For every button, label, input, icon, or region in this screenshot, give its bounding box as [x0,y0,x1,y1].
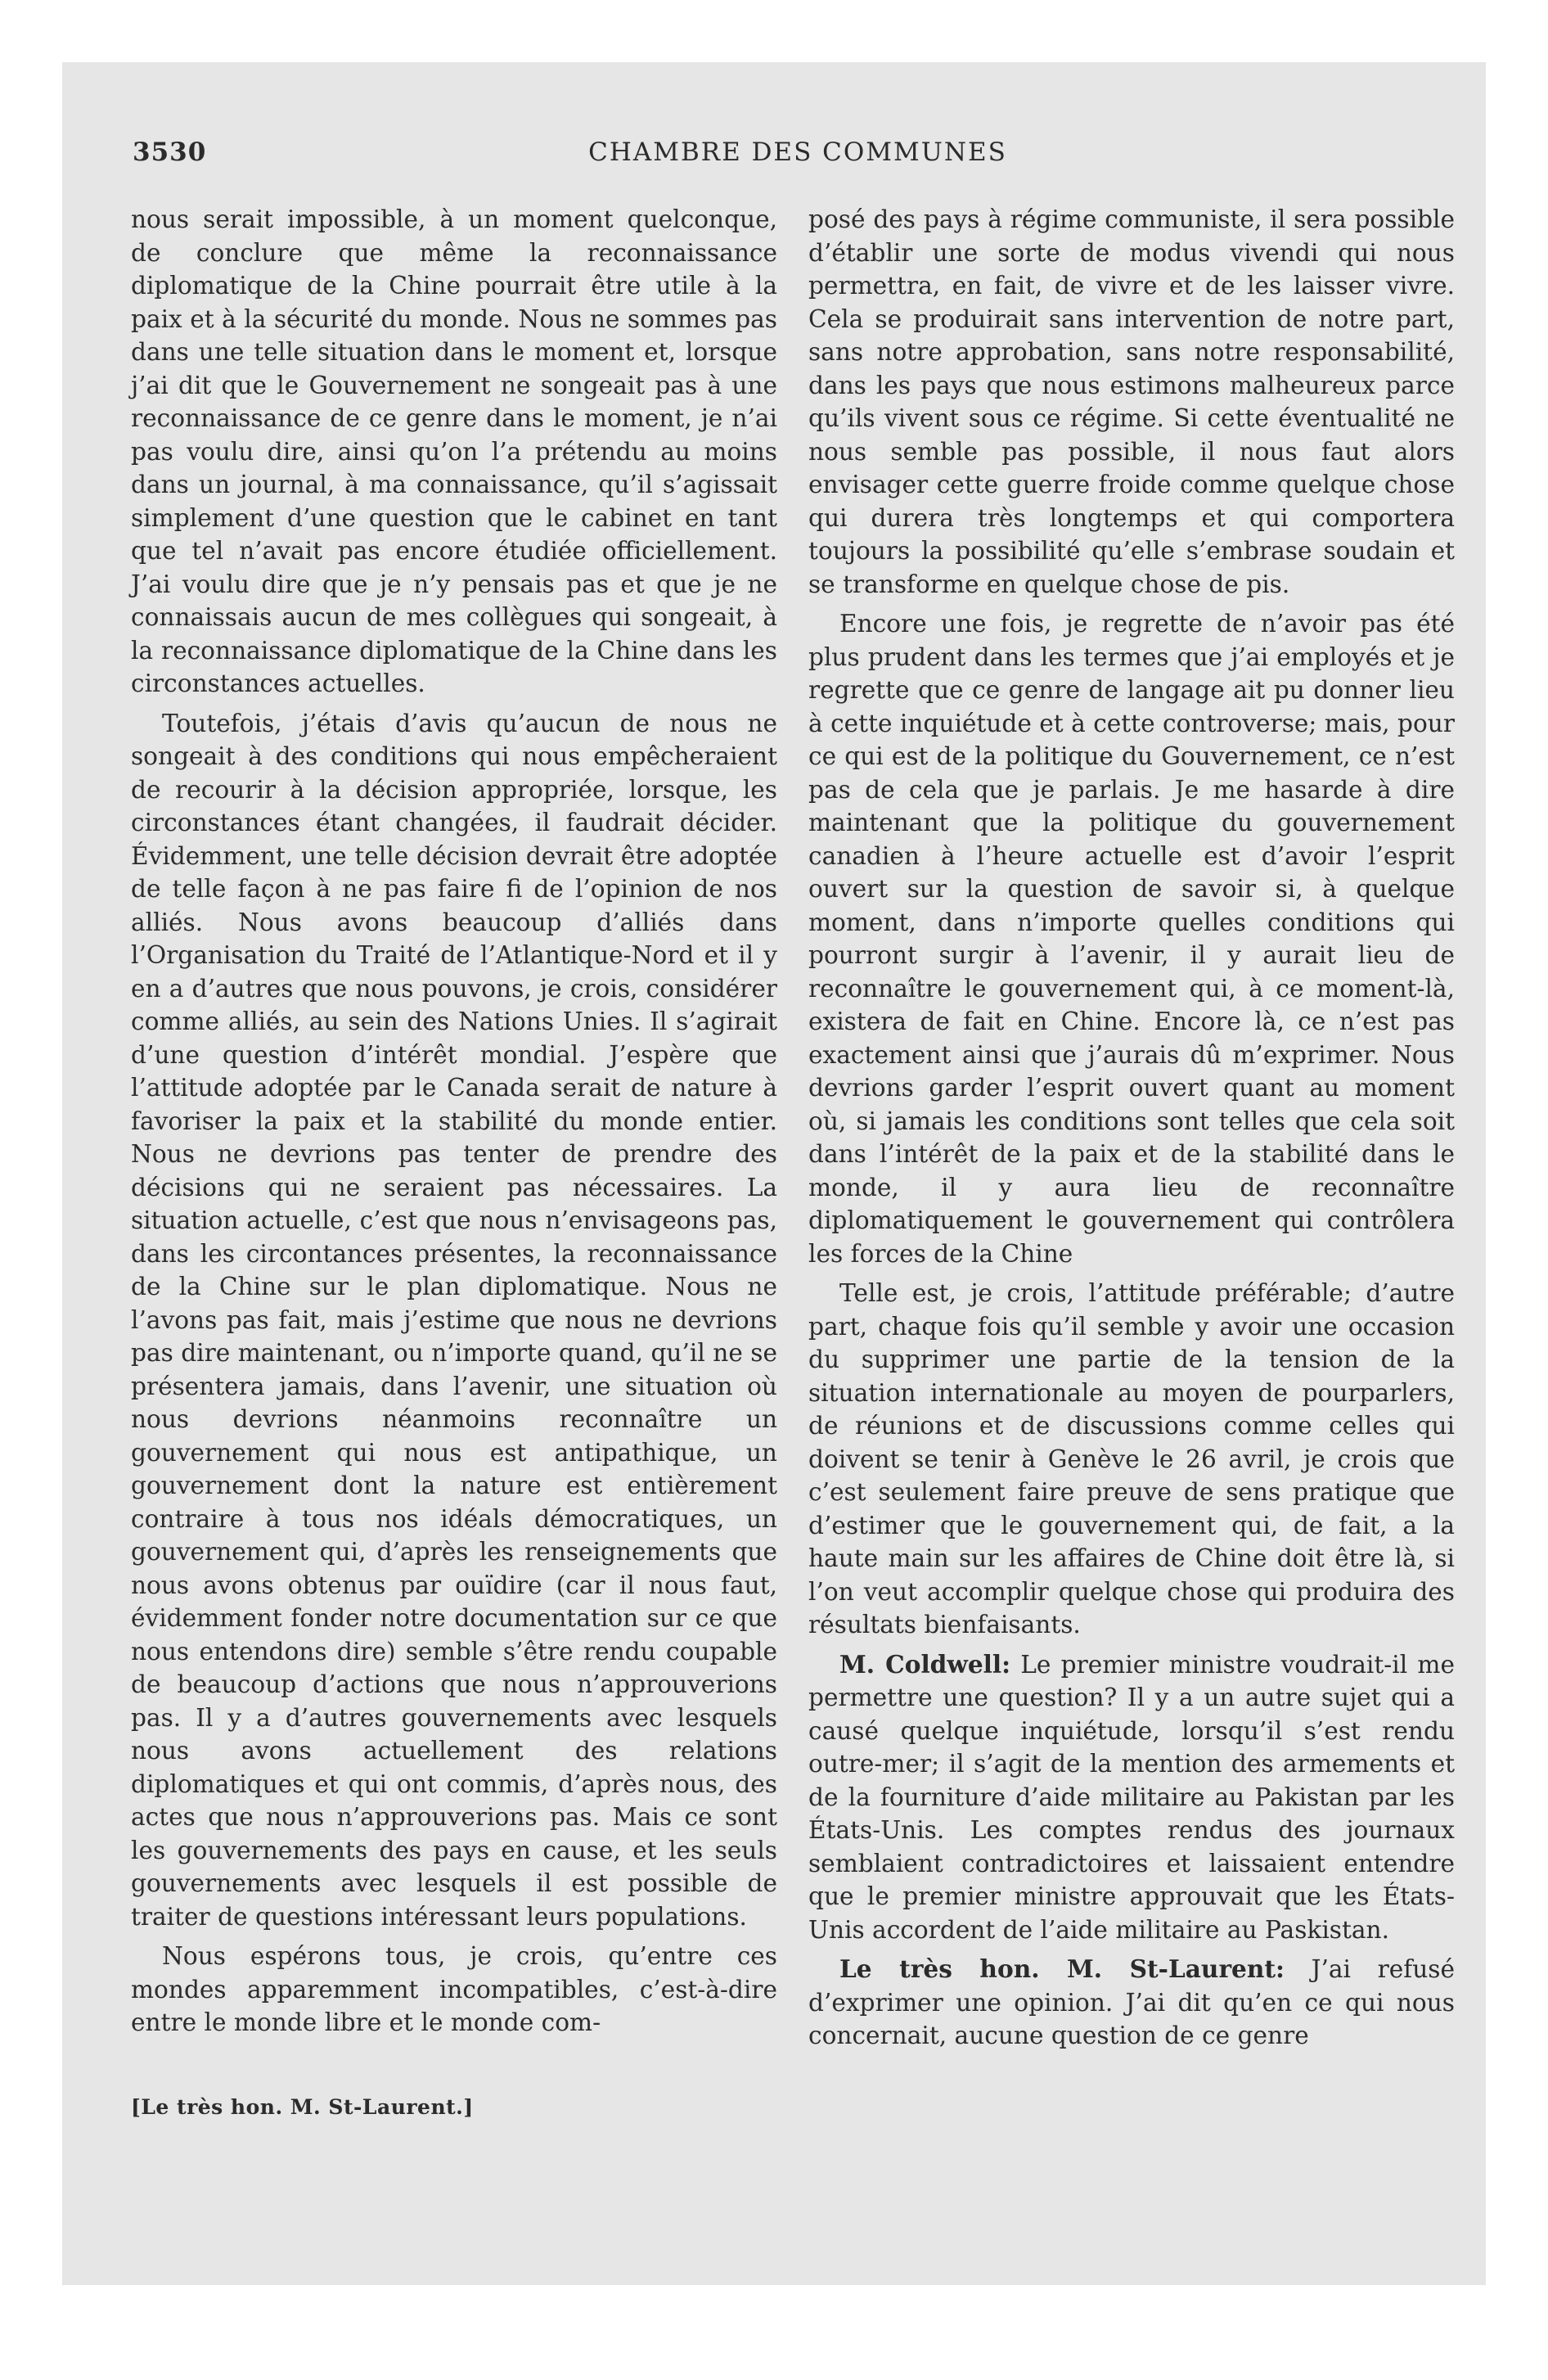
left-paragraph-2: Toutefois, j’étais d’avis qu’aucun de nous ne songeait à des conditions qui nous empêcheraient de recourir à la décision appropriée, lorsque, les circonstances étant changées, il faudrait décider. Évidemment, une telle décision devrait être adoptée de telle façon à ne pas faire fi de l’opinion de nos alliés. Nous avons beaucoup d’alliés dans l’Organisation du Traité de l’Atlantique-Nord et il y en a d’autres que nous pouvons, je crois, considérer comme alliés, au sein des Nations Unies. Il s’agirait d’une question d’intérêt mondial. J’espère que l’attitude adoptée par le Canada serait de nature à favoriser la paix et la stabilité du monde entier. Nous ne devrions pas tenter de prendre des décisions qui ne seraient pas nécessaires. La situation actuelle, c’est que nous n’envisageons pas, dans les circontances présentes, la reconnaissance de la Chine sur le plan diplomatique. Nous ne l’avons pas fait, mais j’estime que nous ne devrions pas dire maintenant, ou n’importe quand, qu’il ne se présentera jamais, dans l’avenir, une situation où nous devrions néanmoins reconnaître un gouvernement qui nous est antipathique, un gouvernement dont la nature est entièrement contraire à tous nos idéals démocratiques, un gouvernement qui, d’après les renseignements que nous avons obtenus par ouïdire (car il nous faut, évidemment fonder notre documentation sur ce que nous entendons dire) semble s’être rendu coupable de beaucoup d’actions que nous n’approuverions pas. Il y a d’autres gouvernements avec lesquels nous avons actuellement des relations diplomatiques et qui ont commis, d’après nous, des actes que nous n’approuverions pas. Mais ce sont les gouvernements des pays en cause, et les seuls gouvernements avec lesquels il est possible de traiter de questions intéressant leurs populations. [131,709,777,1931]
right-paragraph-3: Telle est, je crois, l’attitude préférable; d’autre part, chaque fois qu’il semble y avoir une occasion du supprimer une partie de la tension de la situation internationale au moyen de pourparlers, de réunions et de discussions comme celles qui doivent se tenir à Genève le 26 avril, je crois que c’est seulement faire preuve de sens pratique que d’estimer que le gouvernement qui, de fait, a la haute main sur les affaires de Chine doit être là, si l’on veut accomplir quelque chose qui produira des résultats bienfaisants. [808,1279,1455,1639]
running-title: CHAMBRE DES COMMUNES [588,137,1007,167]
page-header [133,137,1463,170]
speaker-name-coldwell: M. Coldwell: [839,1649,1011,1679]
speaker-name-st-laurent: Le très hon. M. St-Laurent: [839,1954,1285,1983]
right-paragraph-1: posé des pays à régime communiste, il sera possible d’établir une sorte de modus vivendi qui nous permettra, en fait, de vivre et de les laisser vivre. Cela se produirait sans intervention de notre part, sans notre approbation, sans notre responsabilité, dans les pays que nous estimons malheureux parce qu’ils vivent sous ce régime. Si cette éventualité ne nous semble pas possible, il nous faut alors envisager cette guerre froide comme quelque chose qui durera très longtemps et qui comportera toujours la possibilité qu’elle s’embrase soudain et se transforme en quelque chose de pis. [808,205,1455,598]
left-paragraph-1: nous serait impossible, à un moment quelconque, de conclure que même la reconnaissance diplomatique de la Chine pourrait être utile à la paix et à la sécurité du monde. Nous ne sommes pas dans une telle situation dans le moment et, lorsque j’ai dit que le Gouvernement ne songeait pas à une reconnaissance de ce genre dans le moment, je n’ai pas voulu dire, ainsi qu’on l’a prétendu au moins dans un journal, à ma connaissance, qu’il s’agissait simplement d’une question que le cabinet en tant que tel n’avait pas encore étudiée officiellement. J’ai voulu dire que je n’y pensais pas et que je ne connaissais aucun de mes collègues qui songeait, à la reconnaissance diplomatique de la Chine dans les circonstances actuelles. [131,205,777,697]
left-column [131,203,777,2040]
speech-text-st-laurent: J’ai refusé d’exprimer une opinion. J’ai dit qu’en ce qui nous concernait, aucune question de ce genre [808,1955,1455,2049]
speaker-attribution: [Le très hon. M. St-Laurent.] [131,2095,474,2119]
right-paragraph-coldwell [808,1648,1455,1947]
left-paragraph-3: Nous espérons tous, je crois, qu’entre ces mondes apparemment incompatibles, c’est-à-dire entre le monde libre et le monde com- [131,1942,777,2036]
right-column [808,203,1455,2053]
right-paragraph-2: Encore une fois, je regrette de n’avoir pas été plus prudent dans les termes que j’ai employés et je regrette que ce genre de langage ait pu donner lieu à cette inquiétude et à cette controverse; mais, pour ce qui est de la politique du Gouvernement, ce n’est pas de cela que je parlais. Je me hasarde à dire maintenant que la politique du gouvernement canadien à l’heure actuelle est d’avoir l’esprit ouvert sur la question de savoir si, à quelque moment, dans n’importe quelles conditions qui pourront surgir à l’avenir, il y aurait lieu de reconnaître le gouvernement qui, à ce moment-là, existera de fait en Chine. Encore là, ce n’est pas exactement ainsi que j’aurais dû m’exprimer. Nous devrions garder l’esprit ouvert quant au moment où, si jamais les conditions sont telles que cela soit dans l’intérêt de la paix et de la stabilité dans le monde, il y aura lieu de reconnaître diplomatiquement le gouvernement qui contrôlera les forces de la Chine [808,610,1455,1268]
speech-text-coldwell: Le premier ministre voudrait-il me permettre une question? Il y a un autre sujet qui a causé quelque inquiétude, lorsqu’il s’est rendu outre-mer; il s’agit de la mention des armements et de la fourniture d’aide militaire au Pakistan par les États-Unis. Les comptes rendus des journaux semblaient contradictoires et laissaient entendre que le premier ministre approuvait que les États-Unis accordent de l’aide militaire au Paskistan. [808,1650,1455,1944]
page-number: 3530 [133,137,207,167]
right-paragraph-st-laurent [808,1953,1455,2053]
